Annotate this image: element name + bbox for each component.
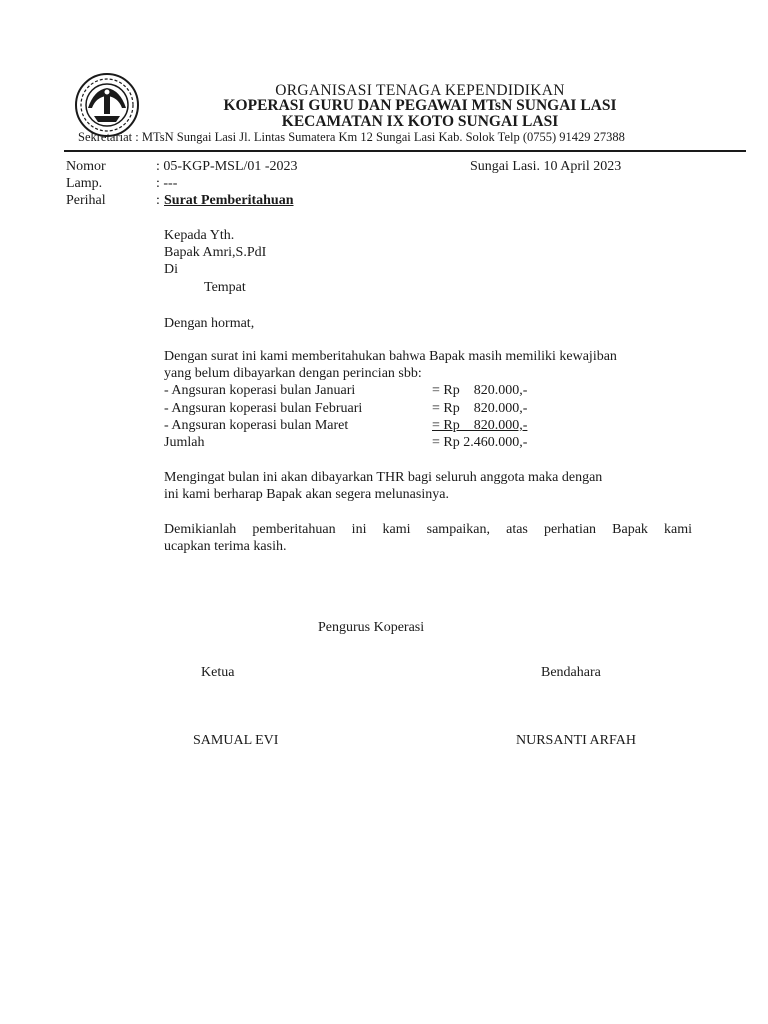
- letterhead-district-name: KECAMATAN IX KOTO SUNGAI LASI: [281, 113, 559, 130]
- letterhead-address: Sekretariat : MTsN Sungai Lasi Jl. Lintas Sumatera Km 12 Sungai Lasi Kab. Solok Telp (0755) 91429 27388: [78, 130, 625, 144]
- item-label: - Angsuran koperasi bulan Maret: [164, 418, 349, 433]
- total-label: Jumlah: [164, 435, 205, 450]
- letter-date: Sungai Lasi. 10 April 2023: [470, 159, 622, 174]
- para3-line-1: Demikianlah pemberitahuan ini kami sampaikan, atas perhatian Bapak kami: [164, 522, 692, 537]
- letterhead-org-name: ORGANISASI TENAGA KEPENDIDIKAN: [275, 82, 565, 99]
- letterhead-divider: [64, 150, 746, 152]
- signature-left-title: Ketua: [201, 665, 235, 680]
- para2-line-2: ini kami berharap Bapak akan segera melunasinya.: [164, 487, 449, 502]
- item-value: = Rp 820.000,-: [432, 401, 528, 416]
- lamp-label: Lamp.: [66, 176, 103, 191]
- item-value: = Rp 820.000,-: [432, 383, 528, 398]
- item-label: - Angsuran koperasi bulan Januari: [164, 383, 356, 398]
- nomor-value: : 05-KGP-MSL/01 -2023: [156, 159, 298, 174]
- signature-org: Pengurus Koperasi: [318, 620, 425, 635]
- perihal-label: Perihal: [66, 193, 106, 208]
- lamp-value: : ---: [156, 176, 178, 191]
- item-label: - Angsuran koperasi bulan Februari: [164, 401, 363, 416]
- recipient-line-3: Di: [164, 262, 178, 277]
- letterhead-cooperative-name: KOPERASI GURU DAN PEGAWAI MTsN SUNGAI LASI: [223, 97, 617, 114]
- recipient-name: Bapak Amri,S.PdI: [164, 245, 267, 260]
- para2-line-1: Mengingat bulan ini akan dibayarkan THR bagi seluruh anggota maka dengan: [164, 470, 603, 485]
- signature-right-title: Bendahara: [541, 665, 601, 680]
- perihal-colon: :: [156, 193, 160, 208]
- item-value: = Rp 820.000,-: [432, 418, 528, 433]
- nomor-label: Nomor: [66, 159, 106, 174]
- perihal-value: Surat Pemberitahuan: [164, 193, 294, 208]
- greeting: Dengan hormat,: [164, 316, 255, 331]
- recipient-place: Tempat: [204, 280, 246, 295]
- signature-left-name: SAMUAL EVI: [193, 733, 279, 748]
- total-value: = Rp 2.460.000,-: [432, 435, 528, 450]
- recipient-line-1: Kepada Yth.: [164, 228, 235, 243]
- para3-line-2: ucapkan terima kasih.: [164, 539, 287, 554]
- intro-line-1: Dengan surat ini kami memberitahukan bahwa Bapak masih memiliki kewajiban: [164, 349, 617, 364]
- intro-line-2: yang belum dibayarkan dengan perincian sbb:: [164, 366, 422, 381]
- signature-right-name: NURSANTI ARFAH: [516, 733, 636, 748]
